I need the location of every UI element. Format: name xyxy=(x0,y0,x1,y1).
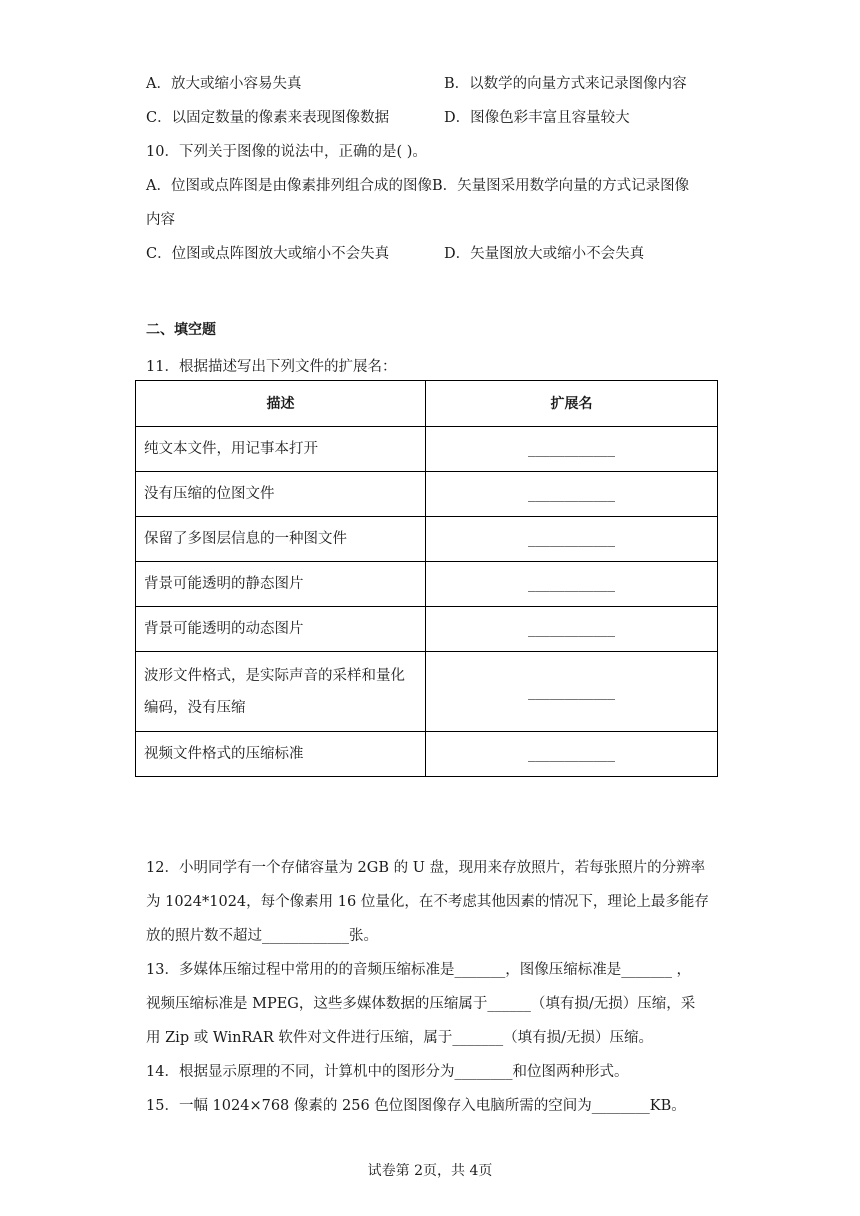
q9-option-d: D．图像色彩丰富且容量较大 xyxy=(444,110,630,126)
answer-blank[interactable]: ____________ xyxy=(426,652,718,732)
q12-line-1: 12．小明同学有一个存储容量为 2GB 的 U 盘，现用来存放照片，若每张照片的分辨率 xyxy=(146,860,706,876)
row-description: 背景可能透明的静态图片 xyxy=(136,562,426,607)
answer-blank[interactable]: ____________ xyxy=(426,472,718,517)
q9-option-c: C．以固定数量的像素来表现图像数据 xyxy=(146,110,390,126)
answer-blank[interactable]: ____________ xyxy=(426,427,718,472)
row-description-line: 编码，没有压缩 xyxy=(144,699,246,716)
q10-option-ab-continued: 内容 xyxy=(146,212,175,228)
row-description xyxy=(136,652,426,732)
answer-blank[interactable]: ____________ xyxy=(426,562,718,607)
q10-stem: 10．下列关于图像的说法中，正确的是( )。 xyxy=(146,144,427,160)
q13-line-1: 13．多媒体压缩过程中常用的的音频压缩标准是_______，图像压缩标准是_______ ， xyxy=(146,962,692,978)
q10-option-c: C．位图或点阵图放大或缩小不会失真 xyxy=(146,246,390,262)
q12-line-3: 放的照片数不超过____________张。 xyxy=(146,928,378,944)
table-row xyxy=(136,472,718,517)
q12-line-2: 为 1024*1024，每个像素用 16 位量化，在不考虑其他因素的情况下，理论上最多能存 xyxy=(146,894,709,910)
q10-option-d: D．矢量图放大或缩小不会失真 xyxy=(444,246,645,262)
table-row xyxy=(136,732,718,777)
answer-blank[interactable]: ____________ xyxy=(426,732,718,777)
q13-line-2: 视频压缩标准是 MPEG，这些多媒体数据的压缩属于______（填有损/无损）压缩，采 xyxy=(146,996,696,1012)
extension-table xyxy=(135,380,718,777)
table-header-row xyxy=(136,381,718,427)
row-description-line: 波形文件格式，是实际声音的采样和量化 xyxy=(144,667,405,684)
table-row xyxy=(136,607,718,652)
q13-line-3: 用 Zip 或 WinRAR 软件对文件进行压缩，属于_______（填有损/无损）压缩。 xyxy=(146,1030,653,1046)
table-row xyxy=(136,562,718,607)
answer-blank[interactable]: ____________ xyxy=(426,607,718,652)
q10-option-ab: A．位图或点阵图是由像素排列组合成的图像B．矢量图采用数学向量的方式记录图像 xyxy=(146,178,690,194)
header-description: 描述 xyxy=(136,381,426,427)
row-description: 没有压缩的位图文件 xyxy=(136,472,426,517)
q15-text: 15．一幅 1024×768 像素的 256 色位图图像存入电脑所需的空间为________KB。 xyxy=(146,1098,686,1114)
table-row xyxy=(136,427,718,472)
section-title: 二、填空题 xyxy=(146,322,216,338)
page-footer: 试卷第 2页，共 4页 xyxy=(367,1163,493,1179)
q9-option-a: A．放大或缩小容易失真 xyxy=(146,76,302,92)
table-row xyxy=(136,517,718,562)
q11-stem: 11．根据描述写出下列文件的扩展名： xyxy=(146,359,397,375)
row-description: 保留了多图层信息的一种图文件 xyxy=(136,517,426,562)
row-description: 背景可能透明的动态图片 xyxy=(136,607,426,652)
row-description: 视频文件格式的压缩标准 xyxy=(136,732,426,777)
q14-text: 14．根据显示原理的不同，计算机中的图形分为________和位图两种形式。 xyxy=(146,1064,629,1080)
row-description: 纯文本文件，用记事本打开 xyxy=(136,427,426,472)
header-extension: 扩展名 xyxy=(426,381,718,427)
q9-option-b: B．以数学的向量方式来记录图像内容 xyxy=(444,76,687,92)
table-row xyxy=(136,652,718,732)
answer-blank[interactable]: ____________ xyxy=(426,517,718,562)
